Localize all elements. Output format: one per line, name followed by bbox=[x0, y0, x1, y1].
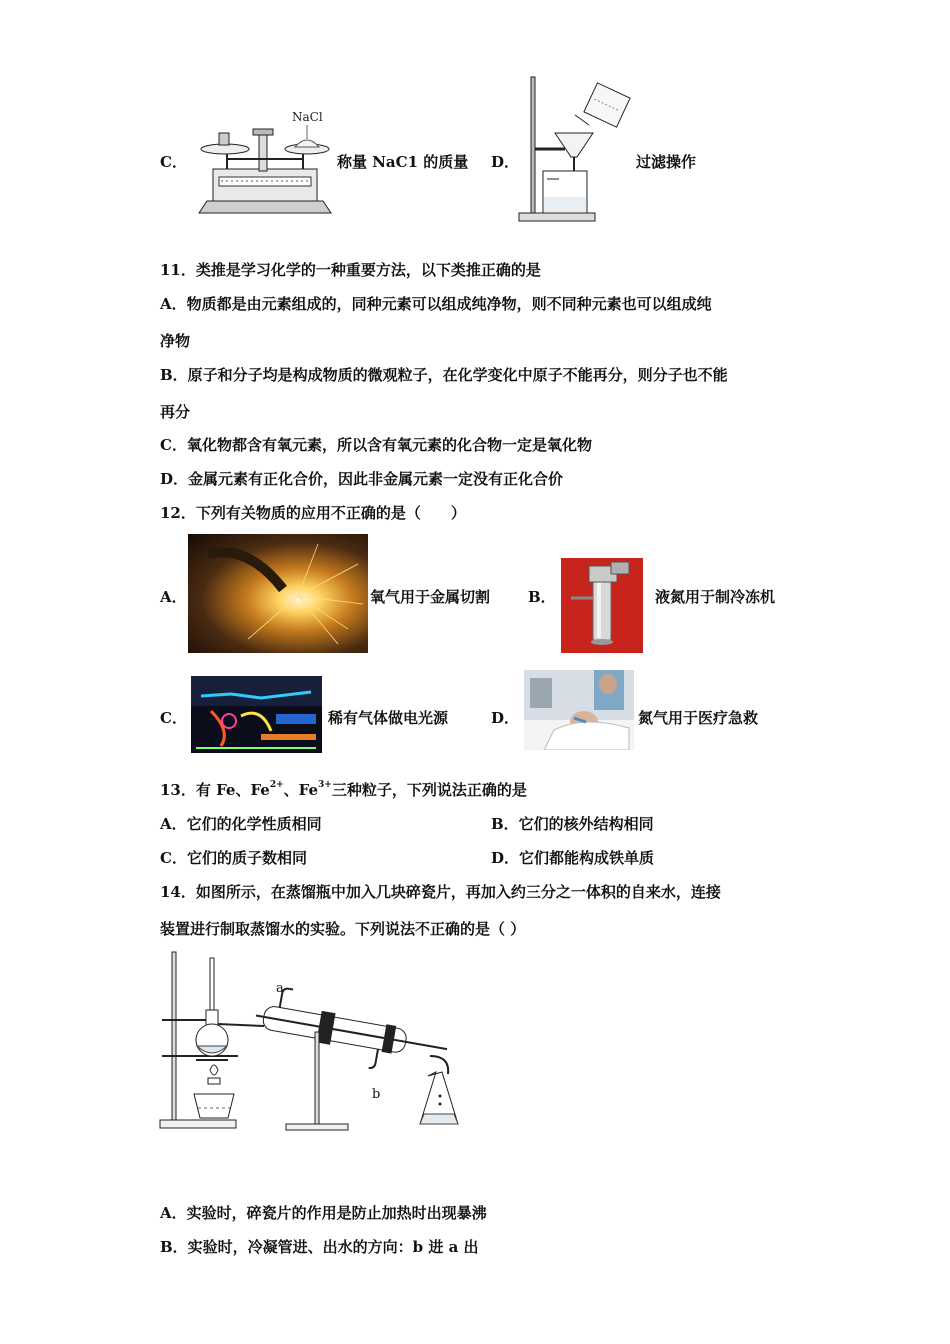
option-d-text: 过滤操作 bbox=[636, 153, 697, 171]
liquid-nitrogen-device-photo bbox=[561, 558, 643, 653]
q13-option-c: C．它们的质子数相同 bbox=[160, 849, 307, 867]
option-c-text: 称量 NaC1 的质量 bbox=[337, 153, 469, 171]
q14-option-a: A．实验时，碎瓷片的作用是防止加热时出现暴沸 bbox=[160, 1204, 487, 1222]
q13-option-b: B．它们的核外结构相同 bbox=[491, 815, 654, 833]
q11-option-c: C．氧化物都含有氧元素，所以含有氧元素的化合物一定是氧化物 bbox=[160, 436, 592, 454]
q11-stem: 11．类推是学习化学的一种重要方法，以下类推正确的是 bbox=[160, 261, 541, 279]
q14-stem-line2: 装置进行制取蒸馏水的实验。下列说法不正确的是（ ） bbox=[160, 920, 526, 938]
q13-option-a: A．它们的化学性质相同 bbox=[160, 815, 322, 833]
q11-option-b-line1: B．原子和分子均是构成物质的微观粒子，在化学变化中原子不能再分，则分子也不能 bbox=[160, 366, 728, 384]
q13-stem: 13．有 Fe、$Fe^{2+}$、$Fe^{3+}$三种粒子，下列说法正确的是 bbox=[160, 780, 527, 799]
q11-option-a-line1: A．物质都是由元素组成的，同种元素可以组成纯净物，则不同种元素也可以组成纯 bbox=[160, 295, 712, 313]
q14-option-b: B．实验时，冷凝管进、出水的方向：b 进 a 出 bbox=[160, 1238, 479, 1256]
inlet-label-a: a bbox=[276, 981, 284, 996]
metal-cutting-sparks-photo bbox=[188, 534, 368, 653]
neon-lights-photo bbox=[191, 676, 322, 753]
q12-option-a-label: A． bbox=[160, 588, 187, 606]
q12-option-d-text: 氮气用于医疗急救 bbox=[638, 709, 759, 727]
q11-option-a-line2: 净物 bbox=[160, 332, 191, 350]
q14-stem-line1: 14．如图所示，在蒸馏瓶中加入几块碎瓷片，再加入约三分之一体积的自来水，连接 bbox=[160, 883, 721, 901]
q12-option-c-text: 稀有气体做电光源 bbox=[328, 709, 449, 727]
outlet-label-b: b bbox=[372, 1087, 381, 1102]
nacl-tag: NaCl bbox=[292, 110, 323, 124]
q12-option-b-label: B． bbox=[528, 588, 556, 606]
q11-option-b-line2: 再分 bbox=[160, 403, 191, 421]
q12-option-a-text: 氧气用于金属切割 bbox=[370, 588, 491, 606]
q13-option-d: D．它们都能构成铁单质 bbox=[491, 849, 655, 867]
balance-scale-illustration bbox=[195, 105, 335, 217]
distillation-apparatus-diagram bbox=[158, 948, 473, 1138]
q11-option-d: D．金属元素有正化合价，因此非金属元素一定没有正化合价 bbox=[160, 470, 564, 488]
option-d-label: D． bbox=[491, 153, 520, 171]
filtration-illustration bbox=[515, 75, 635, 225]
q12-option-c-label: C． bbox=[160, 709, 187, 727]
q12-option-b-text: 液氮用于制冷冻机 bbox=[655, 588, 776, 606]
q12-stem: 12．下列有关物质的应用不正确的是（ ） bbox=[160, 504, 466, 522]
medical-emergency-photo bbox=[524, 670, 634, 750]
q12-option-d-label: D． bbox=[491, 709, 520, 727]
option-c-label: C． bbox=[160, 153, 187, 171]
